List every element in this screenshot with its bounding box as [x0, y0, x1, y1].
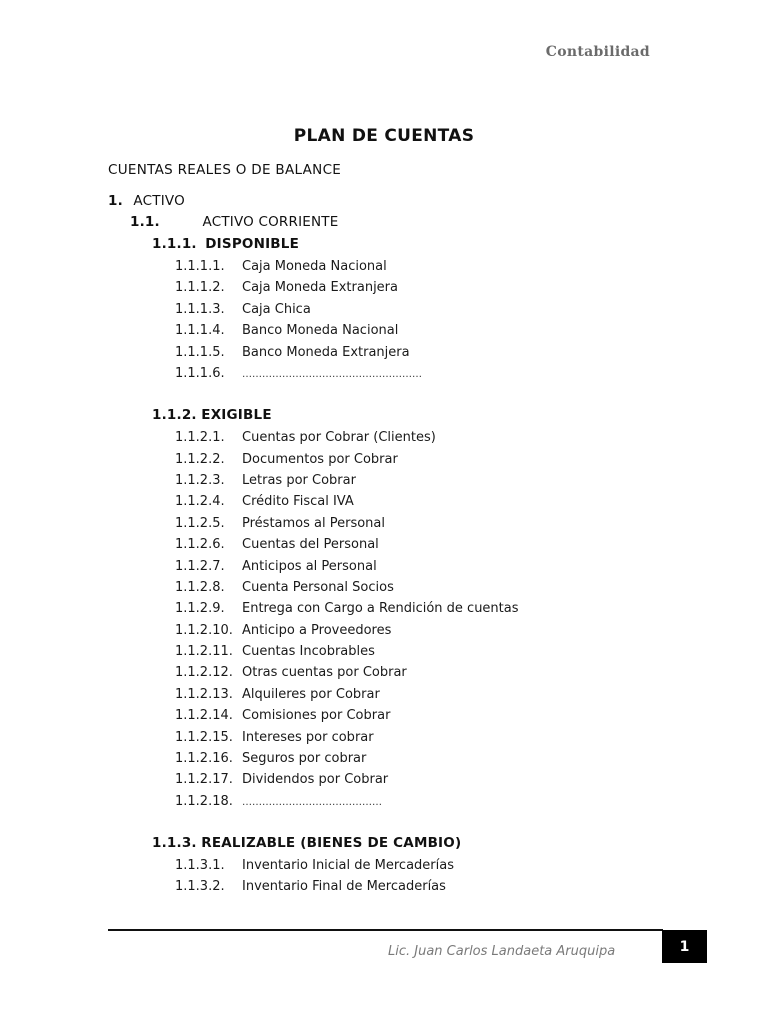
account-row: [175, 449, 398, 470]
account-row: [175, 620, 391, 641]
account-label: Documentos por Cobrar: [242, 452, 398, 467]
account-row: [175, 855, 454, 876]
account-label: Anticipos al Personal: [242, 559, 377, 574]
group-heading-realizable: [152, 835, 461, 851]
account-code: 1.1.1.4.: [175, 323, 225, 338]
account-label: Cuentas del Personal: [242, 537, 379, 552]
account-code: 1.1.2.12.: [175, 665, 233, 680]
account-code: 1.1.2.17.: [175, 772, 233, 787]
account-row: [175, 748, 366, 769]
account-label-placeholder: ………………………………………………: [242, 369, 422, 380]
account-code: 1.1.2.11.: [175, 644, 233, 659]
level1-heading: [108, 193, 185, 209]
account-code: 1.1.3.1.: [175, 858, 225, 873]
account-label: Entrega con Cargo a Rendición de cuentas: [242, 601, 519, 616]
page-number: 1: [679, 938, 690, 955]
account-label: Letras por Cobrar: [242, 473, 356, 488]
footer-rule: [108, 929, 663, 931]
account-code: 1.1.2.8.: [175, 580, 225, 595]
account-label: Caja Chica: [242, 302, 311, 317]
account-row: [175, 662, 407, 683]
account-label: Banco Moneda Extranjera: [242, 345, 410, 360]
account-code: 1.1.2.5.: [175, 516, 225, 531]
account-row: [175, 769, 388, 790]
account-code: 1.1.2.14.: [175, 708, 233, 723]
account-row: [175, 598, 519, 619]
account-code: 1.1.1.1.: [175, 259, 225, 274]
account-code: 1.1.2.10.: [175, 623, 233, 638]
account-label: Seguros por cobrar: [242, 751, 367, 766]
level2-heading: [130, 214, 338, 230]
account-code: 1.1.2.7.: [175, 559, 225, 574]
account-row: [175, 256, 387, 277]
level2-label: ACTIVO CORRIENTE: [202, 214, 339, 230]
document-title: PLAN DE CUENTAS: [293, 126, 475, 146]
group-label: REALIZABLE (BIENES DE CAMBIO): [201, 835, 462, 851]
group-heading-exigible: [152, 407, 272, 423]
account-label: Caja Moneda Nacional: [242, 259, 387, 274]
account-code: 1.1.1.5.: [175, 345, 225, 360]
account-code: 1.1.2.4.: [175, 494, 225, 509]
account-code: 1.1.2.6.: [175, 537, 225, 552]
account-row: [175, 556, 377, 577]
group-number: 1.1.1.: [152, 236, 197, 252]
account-code: 1.1.1.2.: [175, 280, 225, 295]
account-row: [175, 705, 390, 726]
account-row: [175, 534, 379, 555]
account-row: [175, 791, 382, 812]
account-label: Banco Moneda Nacional: [242, 323, 399, 338]
account-code: 1.1.2.2.: [175, 452, 225, 467]
account-row: [175, 277, 398, 298]
account-code: 1.1.2.3.: [175, 473, 225, 488]
account-code: 1.1.2.1.: [175, 430, 225, 445]
account-label: Préstamos al Personal: [242, 516, 385, 531]
level2-number: 1.1.: [130, 214, 160, 230]
group-heading-disponible: [152, 236, 299, 252]
account-label: Inventario Final de Mercaderías: [242, 879, 446, 894]
account-row: [175, 641, 375, 662]
section-title: CUENTAS REALES O DE BALANCE: [108, 162, 342, 178]
account-row: [175, 684, 380, 705]
account-row: [175, 876, 446, 897]
account-row: [175, 342, 410, 363]
group-number: 1.1.2.: [152, 407, 197, 423]
account-label: Inventario Inicial de Mercaderías: [242, 858, 454, 873]
account-label: Alquileres por Cobrar: [242, 687, 380, 702]
account-label: Cuentas por Cobrar (Clientes): [242, 430, 436, 445]
account-row: [175, 427, 436, 448]
account-row: [175, 577, 394, 598]
account-code: 1.1.1.6.: [175, 366, 225, 381]
account-row: [175, 320, 398, 341]
account-label-placeholder: ……………………………………: [242, 797, 382, 808]
page-header-title: Contabilidad: [545, 44, 650, 60]
account-label: Anticipo a Proveedores: [242, 623, 392, 638]
group-number: 1.1.3.: [152, 835, 197, 851]
account-label: Dividendos por Cobrar: [242, 772, 389, 787]
account-label: Intereses por cobrar: [242, 730, 374, 745]
account-row: [175, 470, 356, 491]
account-label: Comisiones por Cobrar: [242, 708, 391, 723]
page-number-box: [662, 930, 707, 963]
account-label: Otras cuentas por Cobrar: [242, 665, 407, 680]
account-code: 1.1.2.15.: [175, 730, 233, 745]
account-code: 1.1.1.3.: [175, 302, 225, 317]
account-code: 1.1.3.2.: [175, 879, 225, 894]
account-label: Cuentas Incobrables: [242, 644, 375, 659]
account-code: 1.1.2.18.: [175, 794, 233, 809]
account-code: 1.1.2.13.: [175, 687, 233, 702]
group-label: EXIGIBLE: [201, 407, 272, 423]
account-row: [175, 363, 422, 384]
account-row: [175, 727, 374, 748]
account-label: Cuenta Personal Socios: [242, 580, 394, 595]
account-row: [175, 513, 385, 534]
level1-label: ACTIVO: [133, 193, 185, 209]
account-label: Crédito Fiscal IVA: [242, 494, 354, 509]
account-row: [175, 491, 354, 512]
footer-author: Lic. Juan Carlos Landaeta Aruquipa: [388, 944, 616, 959]
level1-number: 1.: [108, 193, 123, 209]
group-label: DISPONIBLE: [205, 236, 300, 252]
account-label: Caja Moneda Extranjera: [242, 280, 398, 295]
account-code: 1.1.2.9.: [175, 601, 225, 616]
account-row: [175, 299, 311, 320]
account-code: 1.1.2.16.: [175, 751, 233, 766]
